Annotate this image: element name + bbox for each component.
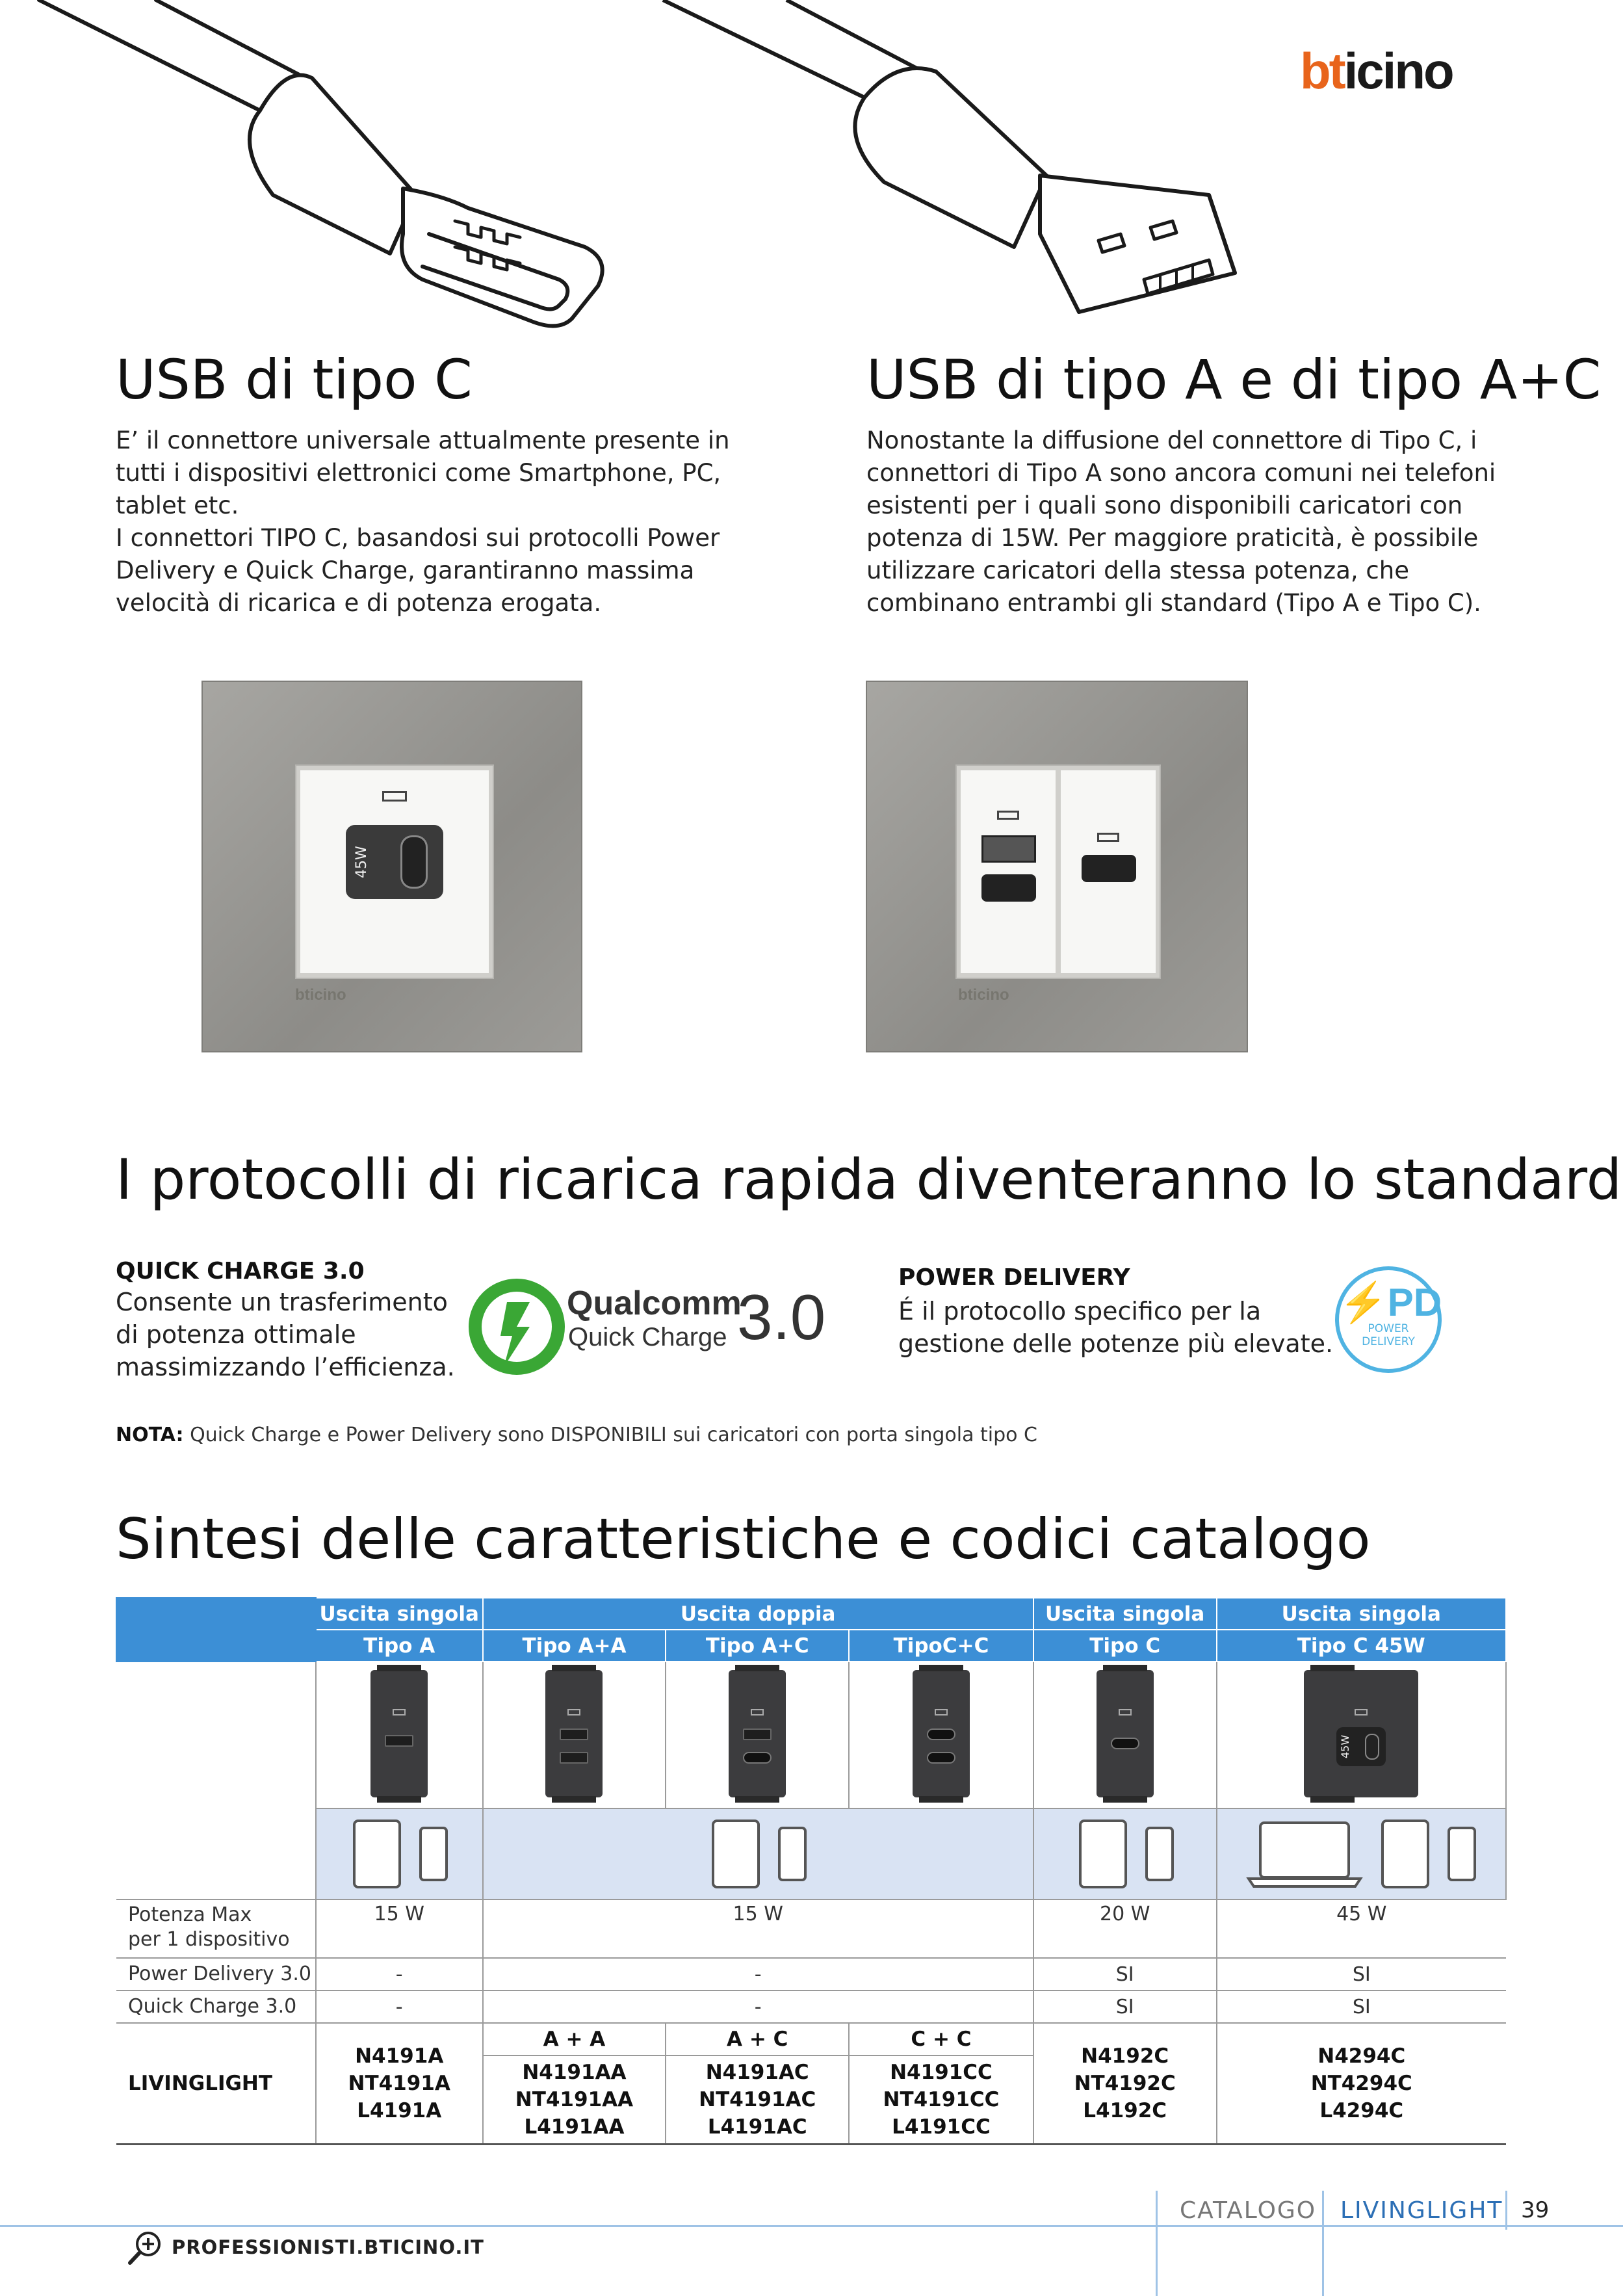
usb-a-text: Nonostante la diffusione del connettore di Tipo C, i connettori di Tipo A sono ancora comuni nei telefoni esistenti per i quali sono disponibili caricatori con potenza di 15W. Per maggiore praticità, è possibile utilizzare caricatori della stessa potenza, che combinano entrambi gli standard (Tipo A e Tipo C). (866, 426, 1496, 617)
logo-part-a: bt (1300, 42, 1344, 99)
type-header: Tipo A+A (483, 1630, 666, 1662)
device-cell (1217, 1808, 1506, 1899)
module-tipo-cc (913, 1670, 970, 1797)
pd-text: É il protocollo specifico per la gestione delle potenze più elevate. (898, 1297, 1334, 1358)
qc-logo-product: Quick Charge (568, 1323, 727, 1351)
battery-icon (935, 1709, 948, 1715)
qualcomm-quick-charge-logo (468, 1271, 832, 1388)
qc-bolt-icon (468, 1276, 565, 1380)
zoom-icon (127, 2230, 164, 2266)
table-header-groups (116, 1598, 1506, 1630)
battery-icon (382, 791, 407, 802)
group-header: Uscita singola (1033, 1598, 1217, 1630)
usb-a-title: USB di tipo A e di tipo A+C (866, 348, 1602, 411)
module-c (1061, 770, 1156, 973)
phone-icon (1448, 1827, 1476, 1881)
phone-icon (419, 1827, 448, 1881)
footer-divider (1322, 2191, 1324, 2296)
table-row-qc (116, 1990, 1506, 2023)
module-tipo-c-45w (1304, 1670, 1418, 1797)
footer-catalog: CATALOGO (1180, 2197, 1317, 2224)
sub-header: C + C (849, 2023, 1033, 2055)
pd-logo-sub1: POWER (1368, 1322, 1409, 1335)
type-header: Tipo A+C (666, 1630, 849, 1662)
usb-a-port (981, 835, 1036, 863)
spec-table (116, 1597, 1507, 2145)
power-label: 45W (354, 846, 370, 878)
usb-c-text: E’ il connettore universale attualmente presente in tutti i dispositivi elettronici come Smartphone, PC, tablet etc. I connettori TIPO C, basandosi sui protocolli Power Delivery e Quick Charge, garantiranno massima velocità di ricarica e di potenza erogata. (116, 426, 730, 617)
pd-logo-main (1339, 1281, 1442, 1324)
footer-divider (1156, 2191, 1158, 2296)
module-tipo-c (1097, 1670, 1154, 1797)
qc-title: QUICK CHARGE 3.0 (116, 1258, 365, 1285)
usb-ac-wall-plate (866, 681, 1248, 1052)
pd-value: SI (1033, 1958, 1217, 1990)
row-label: LIVINGLIGHT (116, 2023, 316, 2144)
summary-title: Sintesi delle caratteristiche e codici catalogo (116, 1507, 1371, 1572)
battery-icon (567, 1709, 580, 1715)
usb-a-cable-illustration (650, 0, 1300, 338)
usb-a-port (743, 1729, 772, 1740)
tablet-icon (353, 1820, 401, 1888)
type-header: TipoC+C (849, 1630, 1033, 1662)
catalog-codes: N4191A NT4191A L4191A (316, 2023, 483, 2144)
usb-c-port (927, 1752, 955, 1764)
pd-logo-letters: PD (1387, 1281, 1442, 1324)
blank-cell (116, 1808, 316, 1899)
module-cell (1217, 1662, 1506, 1808)
brand-logo (1300, 42, 1453, 99)
qc-logo-brand: Qualcomm (567, 1285, 742, 1322)
logo-part-b: icino (1344, 42, 1453, 99)
usb-a-port (560, 1752, 588, 1764)
type-header: Tipo C 45W (1217, 1630, 1506, 1662)
plate-brand: bticino (958, 986, 1009, 1004)
pd-title: POWER DELIVERY (898, 1264, 1130, 1291)
usb-c-port (743, 1752, 772, 1764)
battery-icon (1355, 1709, 1368, 1715)
tablet-icon (712, 1820, 760, 1888)
pd-value: SI (1217, 1958, 1506, 1990)
battery-icon (393, 1709, 406, 1715)
battery-icon (1097, 833, 1119, 842)
power-value: 15 W (316, 1899, 483, 1958)
group-header: Uscita singola (316, 1598, 483, 1630)
catalog-codes: N4294C NT4294C L4294C (1217, 2023, 1506, 2144)
qc-value: SI (1033, 1990, 1217, 2023)
protocols-title: I protocolli di ricarica rapida diventeranno lo standard (116, 1147, 1622, 1212)
qc-value: - (316, 1990, 483, 2023)
battery-icon (751, 1709, 764, 1715)
power-value: 45 W (1217, 1899, 1506, 1958)
catalog-codes: N4191AC NT4191AC L4191AC (666, 2055, 849, 2144)
qc-value: SI (1217, 1990, 1506, 2023)
tablet-icon (1079, 1820, 1127, 1888)
usb-c-port (981, 874, 1036, 902)
note-text: Quick Charge e Power Delivery sono DISPONIBILI sui caricatori con porta singola tipo C (183, 1424, 1037, 1446)
type-header: Tipo A (316, 1630, 483, 1662)
battery-icon (1119, 1709, 1132, 1715)
footer-url[interactable]: PROFESSIONISTI.BTICINO.IT (172, 2236, 484, 2258)
battery-icon (997, 811, 1019, 820)
row-label: Quick Charge 3.0 (116, 1990, 316, 2023)
device-cell (316, 1808, 483, 1899)
catalog-codes: N4192C NT4192C L4192C (1033, 2023, 1217, 2144)
qc-text: Consente un trasferimento di potenza ottimale massimizzando l’efficienza. (116, 1288, 455, 1381)
sub-header: A + C (666, 2023, 849, 2055)
table-row-devices (116, 1808, 1506, 1899)
table-row-codes-sub (116, 2023, 1506, 2055)
type-header: Tipo C (1033, 1630, 1217, 1662)
footer-divider (1505, 2191, 1507, 2230)
device-cell (483, 1808, 1033, 1899)
qc-logo-version: 3.0 (737, 1281, 826, 1353)
footer-line-name: LIVINGLIGHT (1340, 2197, 1503, 2224)
usb-c-wall-plate (201, 681, 582, 1052)
table-header-types (116, 1630, 1506, 1662)
usb-c-port (927, 1729, 955, 1740)
pd-value: - (483, 1958, 1033, 1990)
module-tipo-ac (729, 1670, 786, 1797)
laptop-icon (1246, 1819, 1363, 1889)
usb-a-description (866, 424, 1516, 620)
catalog-codes: N4191AA NT4191AA L4191AA (483, 2055, 666, 2144)
phone-icon (1145, 1827, 1174, 1881)
note (116, 1424, 1037, 1446)
module-cell (849, 1662, 1033, 1808)
sub-header: A + A (483, 2023, 666, 2055)
usb-a-port (560, 1729, 588, 1740)
usb-c-port (1111, 1738, 1139, 1749)
power-delivery-logo (1335, 1266, 1442, 1373)
qc-value: - (483, 1990, 1033, 2023)
row-label: Power Delivery 3.0 (116, 1958, 316, 1990)
group-header: Uscita singola (1217, 1598, 1506, 1630)
power-value: 15 W (483, 1899, 1033, 1958)
module-cell (666, 1662, 849, 1808)
usb-a-port (385, 1735, 413, 1747)
module-tipo-aa (545, 1670, 603, 1797)
plate-brand: bticino (295, 986, 346, 1004)
usb-c-title: USB di tipo C (116, 348, 473, 411)
tablet-icon (1381, 1820, 1429, 1888)
usb-c-port (1365, 1734, 1379, 1760)
plate-module (300, 770, 489, 973)
catalog-codes: N4191CC NT4191CC L4191CC (849, 2055, 1033, 2144)
module-a-c (961, 770, 1056, 973)
table-row-modules (116, 1662, 1506, 1808)
module-tipo-a (370, 1670, 428, 1797)
footer-rule (0, 2225, 1623, 2227)
usb-c-port (1082, 855, 1136, 882)
module-cell (483, 1662, 666, 1808)
page-number: 39 (1521, 2197, 1550, 2223)
pd-logo-sub2: DELIVERY (1362, 1335, 1415, 1348)
power-label: 45W (1339, 1734, 1352, 1759)
table-row-power (116, 1899, 1506, 1958)
module-cell (1033, 1662, 1217, 1808)
header-blank (116, 1598, 316, 1662)
pd-bolt-icon: ⚡ (1339, 1281, 1388, 1324)
blank-cell (116, 1662, 316, 1808)
note-label: NOTA: (116, 1424, 184, 1446)
usb-c-port (400, 835, 428, 889)
device-cell (1033, 1808, 1217, 1899)
phone-icon (778, 1827, 807, 1881)
row-label: Potenza Max per 1 dispositivo (116, 1899, 316, 1958)
port-housing (346, 825, 443, 899)
port-housing (1336, 1727, 1386, 1766)
pd-value: - (316, 1958, 483, 1990)
power-value: 20 W (1033, 1899, 1217, 1958)
module-cell (316, 1662, 483, 1808)
table-row-pd (116, 1958, 1506, 1990)
group-header: Uscita doppia (483, 1598, 1033, 1630)
usb-c-description (116, 424, 766, 620)
